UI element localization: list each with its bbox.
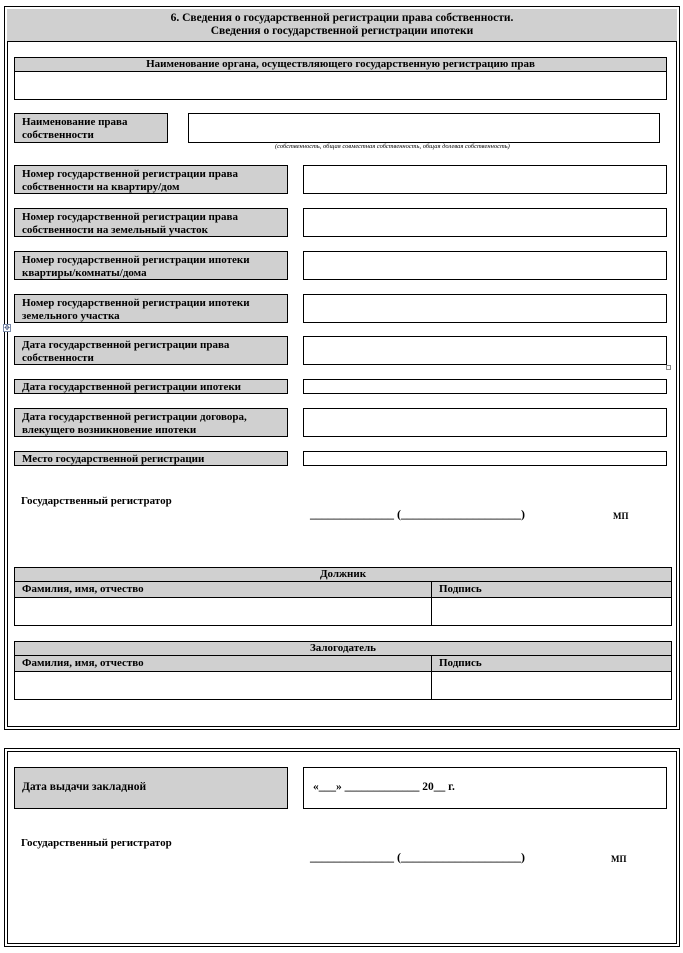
section-6-title-line2: Сведения о государственной регистрации ипотеки bbox=[210, 25, 474, 37]
right-name-field[interactable] bbox=[188, 113, 660, 143]
pledger-header: Залогодатель bbox=[14, 641, 672, 656]
issue-date-field[interactable]: «___» _____________ 20__ г. bbox=[303, 767, 667, 809]
row-label-apartment-right-number: Номер государственной регистрации права собственности на квартиру/дом bbox=[14, 165, 288, 194]
registrar-signature-line[interactable]: ______________ (____________________) bbox=[310, 507, 525, 521]
apartment-mortgage-number-field[interactable] bbox=[303, 251, 667, 280]
right-registration-date-field[interactable] bbox=[303, 336, 667, 365]
stamp-placeholder: МП bbox=[613, 511, 629, 521]
issue-stamp-placeholder: МП bbox=[611, 854, 627, 864]
section-6-title-line1: 6. Сведения о государственной регистрации права собственности. bbox=[170, 12, 514, 24]
issue-registrar-label: Государственный регистратор bbox=[21, 837, 172, 849]
row-label-apartment-mortgage-number: Номер государственной регистрации ипотеки квартиры/комнаты/дома bbox=[14, 251, 288, 280]
table-move-handle-icon[interactable]: ✥ bbox=[4, 324, 10, 332]
apartment-right-number-field[interactable] bbox=[303, 165, 667, 194]
pledger-col-fio: Фамилия, имя, отчество bbox=[14, 655, 432, 672]
issue-date-label: Дата выдачи закладной bbox=[14, 767, 288, 809]
registrar-org-field[interactable] bbox=[14, 71, 667, 100]
contract-registration-date-field[interactable] bbox=[303, 408, 667, 437]
debtor-col-fio: Фамилия, имя, отчество bbox=[14, 581, 432, 598]
issue-registrar-signature-line[interactable]: ______________ (____________________) bbox=[310, 850, 525, 864]
registrar-label: Государственный регистратор bbox=[21, 495, 172, 507]
pledger-col-signature: Подпись bbox=[431, 655, 672, 672]
land-mortgage-number-field[interactable] bbox=[303, 294, 667, 323]
right-name-label: Наименование права собственности bbox=[14, 113, 168, 143]
row-label-contract-registration-date: Дата государственной регистрации договора, влекущего возникновение ипотеки bbox=[14, 408, 288, 437]
land-right-number-field[interactable] bbox=[303, 208, 667, 237]
mortgage-registration-date-field[interactable] bbox=[303, 379, 667, 394]
row-label-land-right-number: Номер государственной регистрации права собственности на земельный участок bbox=[14, 208, 288, 237]
debtor-col-signature: Подпись bbox=[431, 581, 672, 598]
debtor-fio-field[interactable] bbox=[14, 597, 432, 626]
row-label-mortgage-registration-date: Дата государственной регистрации ипотеки bbox=[14, 379, 288, 394]
pledger-signature-field[interactable] bbox=[431, 671, 672, 700]
debtor-signature-field[interactable] bbox=[431, 597, 672, 626]
pledger-fio-field[interactable] bbox=[14, 671, 432, 700]
debtor-header: Должник bbox=[14, 567, 672, 582]
right-name-hint: (собственность, общая совместная собственность, общая долевая собственность) bbox=[275, 143, 510, 150]
table-resize-handle-icon[interactable] bbox=[666, 365, 671, 370]
registration-place-field[interactable] bbox=[303, 451, 667, 466]
row-label-registration-place: Место государственной регистрации bbox=[14, 451, 288, 466]
row-label-land-mortgage-number: Номер государственной регистрации ипотеки земельного участка bbox=[14, 294, 288, 323]
section-6-title bbox=[7, 12, 677, 38]
row-label-right-registration-date: Дата государственной регистрации права собственности bbox=[14, 336, 288, 365]
registrar-org-header: Наименование органа, осуществляющего государственную регистрацию прав bbox=[14, 57, 667, 72]
